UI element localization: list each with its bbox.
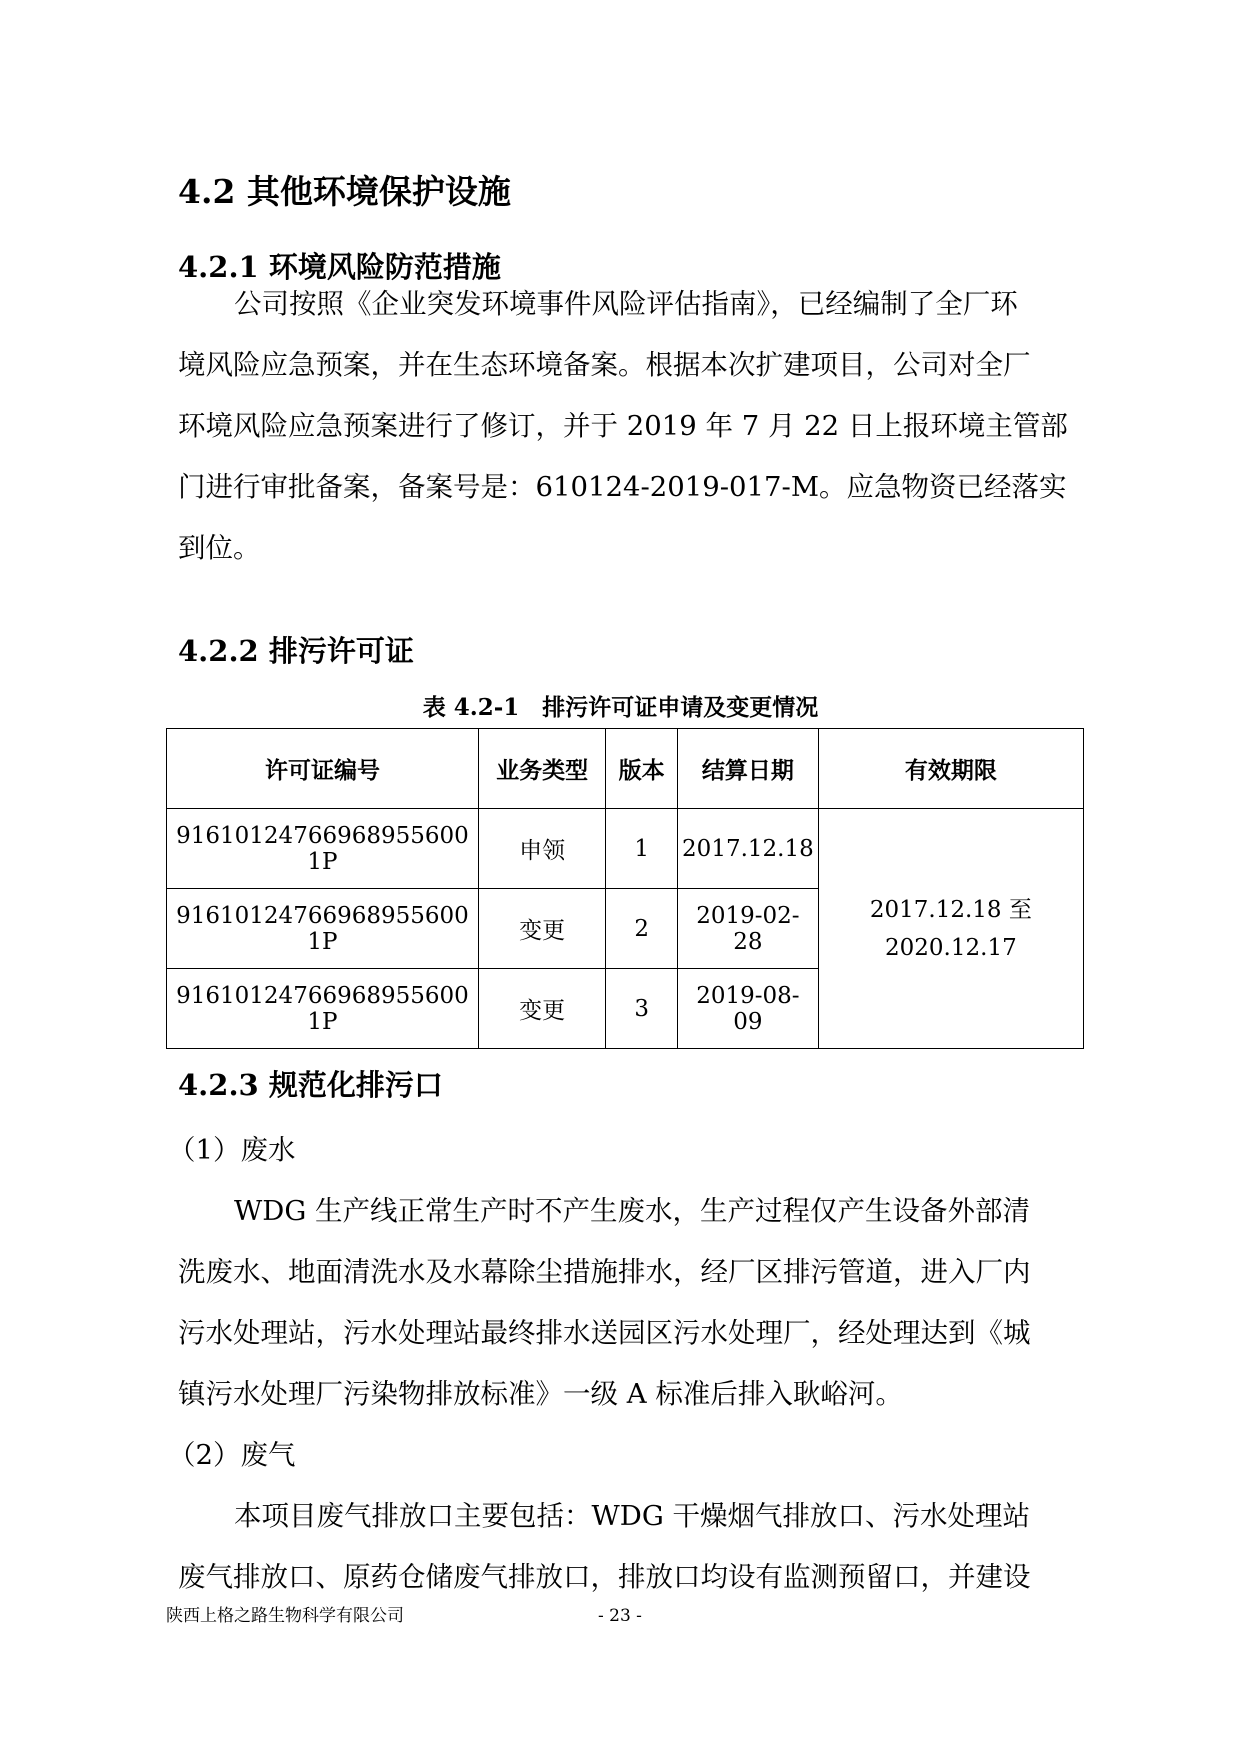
cell-settlement-date: 2019-08-09 <box>678 969 819 1049</box>
footer-company: 陕西上格之路生物科学有限公司 <box>166 1606 404 1626</box>
paragraph-line: WDG 生产线正常生产时不产生废水，生产过程仅产生设备外部清 <box>234 1195 1031 1227</box>
wastewater-paragraph <box>178 1181 1073 1425</box>
cell-permit-number: 91610124766968955600 1P <box>167 969 479 1049</box>
validity-end: 2020.12.17 <box>885 934 1017 961</box>
cell-permit-number: 91610124766968955600 1P <box>167 809 479 889</box>
paragraph-line: 公司按照《企业突发环境事件风险评估指南》，已经编制了全厂环 <box>234 288 1018 320</box>
table-header-row <box>167 729 1084 809</box>
section-4-2-3-title: 4.2.3 规范化排污口 <box>178 1068 443 1102</box>
permit-table <box>166 728 1084 1049</box>
cell-business-type: 变更 <box>478 969 605 1049</box>
cell-settlement-date: 2017.12.18 <box>678 809 819 889</box>
paragraph-line: 镇污水处理厂污染物排放标准》一级 A 标准后排入耿峪河。 <box>178 1378 903 1410</box>
cell-version: 2 <box>606 889 678 969</box>
risk-prevention-paragraph <box>178 274 1073 579</box>
page-number: - 23 - <box>598 1606 642 1626</box>
cell-version: 1 <box>606 809 678 889</box>
cell-version: 3 <box>606 969 678 1049</box>
paragraph-line: 门进行审批备案，备案号是：610124-2019-017-M。应急物资已经落实 <box>178 471 1067 503</box>
table-caption: 表 4.2-1 排污许可证申请及变更情况 <box>422 694 819 721</box>
paragraph-line: 境风险应急预案，并在生态环境备案。根据本次扩建项目，公司对全厂 <box>178 349 1031 381</box>
cell-settlement-date: 2019-02-28 <box>678 889 819 969</box>
cell-business-type: 申领 <box>478 809 605 889</box>
paragraph-line: 本项目废气排放口主要包括：WDG 干燥烟气排放口、污水处理站 <box>234 1500 1031 1532</box>
paragraph-line: 到位。 <box>178 532 261 564</box>
paragraph-line: 洗废水、地面清洗水及水幕除尘措施排水，经厂区排污管道，进入厂内 <box>178 1256 1031 1288</box>
header-permit-number: 许可证编号 <box>167 729 479 809</box>
cell-validity <box>818 809 1083 1049</box>
section-4-2-1-title: 4.2.1 环境风险防范措施 <box>178 250 501 284</box>
paragraph-line: 废气排放口、原药仓储废气排放口，排放口均设有监测预留口，并建设 <box>178 1561 1031 1593</box>
section-4-2-2-title: 4.2.2 排污许可证 <box>178 634 414 668</box>
table-row <box>167 809 1084 889</box>
header-validity: 有效期限 <box>818 729 1083 809</box>
validity-start: 2017.12.18 至 <box>869 896 1032 923</box>
cell-permit-number: 91610124766968955600 1P <box>167 889 479 969</box>
paragraph-line: 环境风险应急预案进行了修订，并于 2019 年 7 月 22 日上报环境主管部 <box>178 410 1068 442</box>
header-settlement-date: 结算日期 <box>678 729 819 809</box>
exhaust-paragraph <box>178 1486 1073 1608</box>
section-4-2-title: 4.2 其他环境保护设施 <box>178 172 511 211</box>
header-business-type: 业务类型 <box>478 729 605 809</box>
cell-business-type: 变更 <box>478 889 605 969</box>
exhaust-label: （2）废气 <box>168 1439 296 1471</box>
wastewater-label: （1）废水 <box>168 1134 296 1166</box>
header-version: 版本 <box>606 729 678 809</box>
paragraph-line: 污水处理站，污水处理站最终排水送园区污水处理厂，经处理达到《城 <box>178 1317 1031 1349</box>
